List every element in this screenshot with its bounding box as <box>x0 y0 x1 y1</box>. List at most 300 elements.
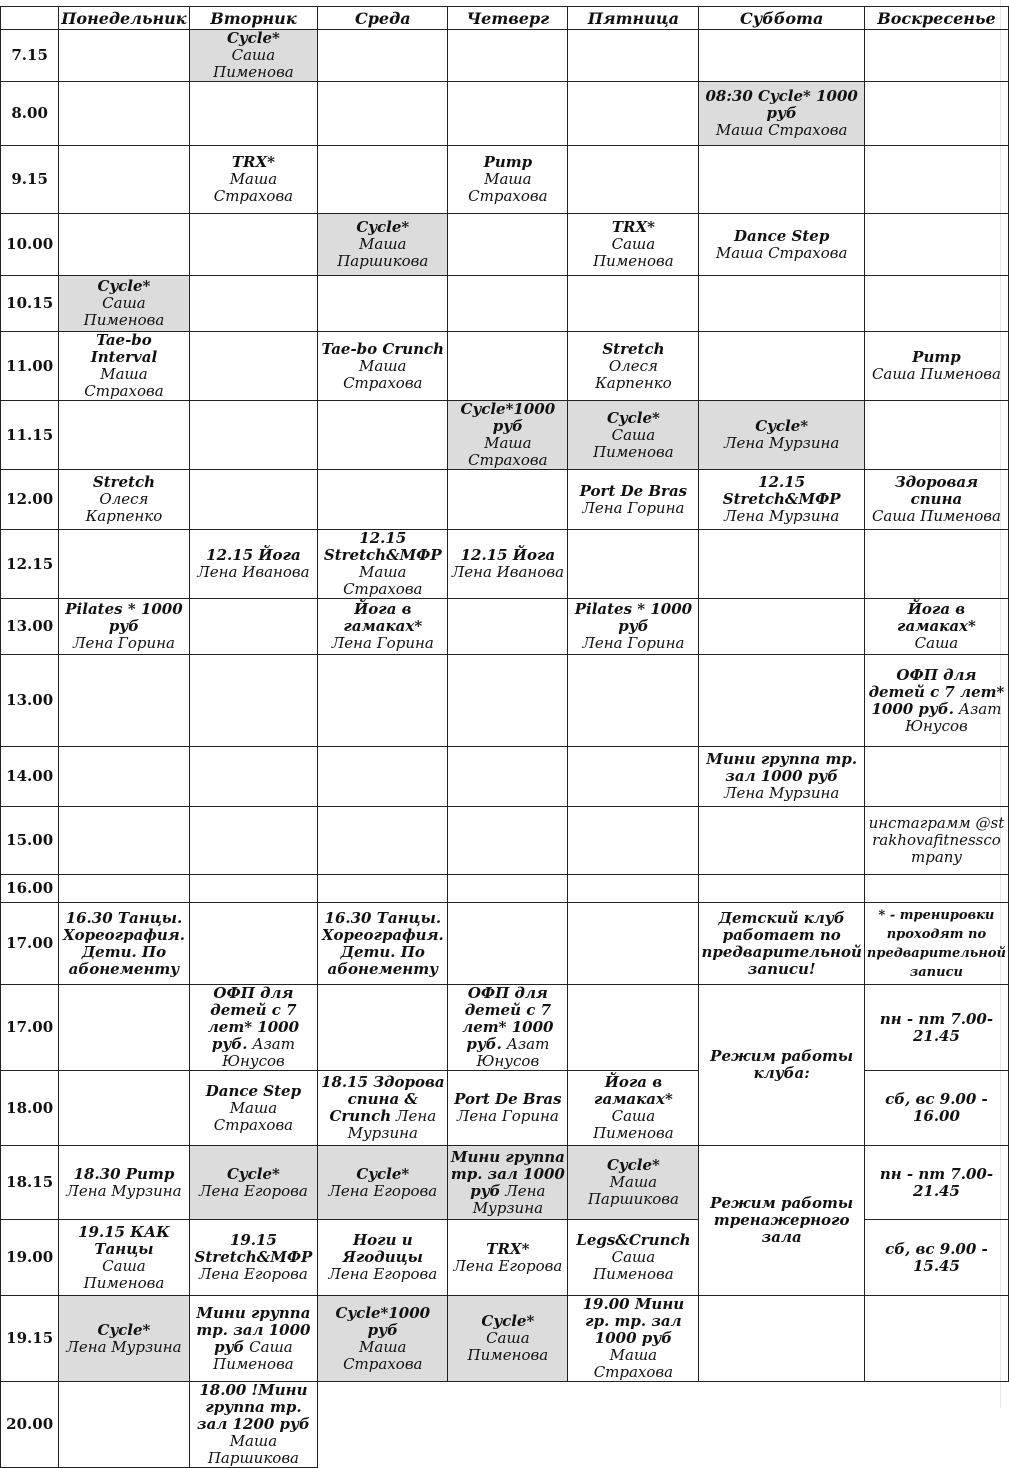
class-cell-mon <box>59 276 189 332</box>
class-cell-sun <box>864 1296 1008 1382</box>
class-title: Pump <box>912 348 961 366</box>
class-cell-mon <box>59 903 189 985</box>
table-row <box>1 401 1009 470</box>
class-cell-mon <box>59 146 189 214</box>
class-title: Йога в гамаках* <box>343 600 423 635</box>
class-title: Cycle* <box>97 277 151 295</box>
empty-cell <box>318 1382 448 1468</box>
class-cell-wed <box>318 903 448 985</box>
class-cell-tue <box>189 1296 318 1382</box>
class-cell-thu <box>448 1146 568 1220</box>
class-trainer: Лена Горина <box>331 634 434 652</box>
table-row <box>1 1296 1009 1382</box>
class-cell-thu <box>448 985 568 1071</box>
class-cell-thu <box>448 1071 568 1146</box>
class-cell-sun <box>864 1146 1008 1220</box>
class-trainer: Саша Пименова <box>871 507 1001 525</box>
class-trainer: Лена Егорова <box>328 1181 438 1200</box>
time-cell: 7.15 <box>1 30 59 82</box>
class-cell-fri <box>568 82 699 146</box>
class-cell-tue <box>189 747 318 807</box>
class-cell-wed <box>318 214 448 276</box>
class-trainer: Лена Мурзина <box>724 784 840 802</box>
class-trainer: Лена Иванова <box>197 563 310 581</box>
schedule-table <box>0 6 1009 1468</box>
class-cell-sat <box>699 655 864 747</box>
class-cell-fri <box>568 146 699 214</box>
class-title: 19.15 Stretch&МФР <box>194 1231 313 1266</box>
time-cell: 12.15 <box>1 530 59 599</box>
class-cell-sat <box>699 530 864 599</box>
hours-weekend: сб, вс 9.00 - 16.00 <box>885 1090 988 1125</box>
class-title: Cycle* <box>356 1164 410 1183</box>
class-title: 19.15 КАК Танцы <box>78 1222 170 1258</box>
header-friday: Пятница <box>568 7 699 30</box>
class-trainer: Лена Егорова <box>199 1265 308 1283</box>
class-title: TRX* <box>486 1239 530 1258</box>
class-title: TRX* <box>231 153 275 171</box>
class-title: Мини группа тр. зал 1000 руб <box>450 1147 565 1200</box>
time-cell: 19.00 <box>1 1220 59 1296</box>
class-cell-tue <box>189 401 318 470</box>
class-cell-tue <box>189 599 318 655</box>
class-cell-sun <box>864 530 1008 599</box>
class-cell-sun <box>864 599 1008 655</box>
class-cell-tue <box>189 807 318 875</box>
class-cell-wed <box>318 599 448 655</box>
class-cell-wed <box>318 1146 448 1220</box>
club-hours-cell <box>699 985 864 1146</box>
class-title: Здоровая спина <box>894 473 979 508</box>
header-sunday: Воскресенье <box>864 7 1008 30</box>
class-cell-sat <box>699 1296 864 1382</box>
class-trainer: Саша Пименова <box>593 1248 674 1283</box>
class-cell-tue <box>189 332 318 401</box>
class-trainer: Маша Страхова <box>468 434 548 469</box>
class-title: Cycle* <box>755 417 809 435</box>
class-title: Port De Bras <box>454 1090 562 1108</box>
class-cell-wed <box>318 807 448 875</box>
class-title: 18.15 Здорова спина & Crunch <box>321 1073 445 1125</box>
class-cell-tue <box>189 1220 318 1296</box>
time-cell: 18.15 <box>1 1146 59 1220</box>
table-row <box>1 599 1009 655</box>
class-cell-wed <box>318 1220 448 1296</box>
class-cell-wed <box>318 401 448 470</box>
class-cell-sat <box>699 146 864 214</box>
class-cell-wed <box>318 1071 448 1146</box>
class-cell-sun <box>864 875 1008 903</box>
class-cell-thu <box>448 807 568 875</box>
class-title: Pilates * 1000 руб <box>65 600 183 635</box>
time-cell: 16.00 <box>1 875 59 903</box>
class-cell-mon <box>59 1071 189 1146</box>
class-cell-fri <box>568 655 699 747</box>
table-row <box>1 30 1009 82</box>
class-cell-tue <box>189 655 318 747</box>
class-title: Cycle*1000 руб <box>460 400 556 435</box>
kids-club-note: Детский клуб работает по предварительной записи! <box>701 908 862 978</box>
gym-hours-weekend: сб, вс 9.00 - 15.45 <box>885 1239 988 1275</box>
empty-cell <box>448 1382 568 1468</box>
class-cell-fri <box>568 1296 699 1382</box>
class-title: TRX* <box>611 218 655 236</box>
class-title: 19.00 Мини гр. тр. зал 1000 руб <box>582 1295 685 1347</box>
table-row <box>1 875 1009 903</box>
time-cell: 9.15 <box>1 146 59 214</box>
class-cell-mon <box>59 807 189 875</box>
class-cell-mon <box>59 1296 189 1382</box>
class-cell-sun <box>864 214 1008 276</box>
class-title: Мини группа тр. зал 1000 руб <box>706 750 858 785</box>
class-trainer: Лена Егорова <box>328 1265 438 1283</box>
time-cell: 13.00 <box>1 599 59 655</box>
class-cell-sun <box>864 401 1008 470</box>
class-title: Legs&Crunch <box>576 1231 691 1249</box>
class-trainer: Лена Горина <box>72 634 175 652</box>
class-cell-wed <box>318 82 448 146</box>
class-trainer: Лена Мурзина <box>724 507 840 525</box>
class-cell-thu <box>448 401 568 470</box>
table-row <box>1 530 1009 599</box>
class-cell-sat <box>699 332 864 401</box>
class-cell-thu <box>448 214 568 276</box>
class-title: Cycle* <box>606 408 660 427</box>
class-trainer: Саша Пименова <box>83 294 165 329</box>
time-cell: 11.00 <box>1 332 59 401</box>
table-row <box>1 807 1009 875</box>
class-cell-sat <box>699 807 864 875</box>
class-cell-mon <box>59 530 189 599</box>
class-cell-fri <box>568 985 699 1071</box>
class-cell-fri <box>568 807 699 875</box>
class-trainer: Азат Юнусов <box>905 699 1002 735</box>
class-cell-mon <box>59 82 189 146</box>
class-cell-tue <box>189 1146 318 1220</box>
class-cell-tue <box>189 214 318 276</box>
class-title: Tae-bo Interval <box>90 331 158 366</box>
class-cell-sat <box>699 401 864 470</box>
class-cell-sat <box>699 875 864 903</box>
class-cell-wed <box>318 747 448 807</box>
class-cell-tue <box>189 30 318 82</box>
class-title: Dance Step <box>734 226 830 245</box>
class-cell-sat <box>699 214 864 276</box>
class-title: 16.30 Танцы. Хореография. Дети. По абонементу <box>321 908 444 978</box>
class-title: 12.15 Stretch&МФР <box>323 529 442 564</box>
class-cell-thu <box>448 82 568 146</box>
class-cell-sat <box>699 599 864 655</box>
table-row <box>1 1382 1009 1468</box>
class-cell-tue <box>189 146 318 214</box>
class-cell-sat <box>699 747 864 807</box>
class-trainer: Олеся Карпенко <box>595 356 672 392</box>
class-trainer: Саша Пименова <box>83 1256 165 1292</box>
class-trainer: Маша Страхова <box>343 1337 423 1373</box>
header-row <box>1 7 1009 30</box>
class-title: Stretch <box>602 339 665 358</box>
empty-cell <box>864 1382 1008 1468</box>
class-cell-tue <box>189 985 318 1071</box>
class-title: Cycle*1000 руб <box>335 1303 431 1339</box>
hours-weekdays: пн - пт 7.00-21.45 <box>879 1009 994 1045</box>
class-trainer: Маша Страхова <box>343 356 423 392</box>
class-trainer: Лена Мурзина <box>347 1107 437 1142</box>
class-trainer: Лена Иванова <box>451 563 565 581</box>
class-title: 12.15 Stretch&МФР <box>722 473 841 508</box>
class-cell-thu <box>448 655 568 747</box>
empty-cell <box>568 1382 699 1468</box>
class-title: Cycle* <box>606 1156 660 1174</box>
time-cell: 10.15 <box>1 276 59 332</box>
header-tuesday: Вторник <box>189 7 318 30</box>
class-cell-sun <box>864 747 1008 807</box>
class-title: Йога в гамаках* <box>594 1073 673 1108</box>
class-cell-thu <box>448 1220 568 1296</box>
time-cell: 14.00 <box>1 747 59 807</box>
class-trainer: Маша Страхова <box>213 1098 294 1134</box>
time-cell: 17.00 <box>1 903 59 985</box>
class-cell-fri <box>568 332 699 401</box>
class-cell-fri <box>568 599 699 655</box>
time-cell: 10.00 <box>1 214 59 276</box>
class-cell-wed <box>318 332 448 401</box>
class-trainer: Саша Пименова <box>593 425 674 461</box>
class-cell-mon <box>59 214 189 276</box>
class-cell-thu <box>448 30 568 82</box>
class-trainer: Лена Горина <box>456 1107 559 1125</box>
class-cell-mon <box>59 747 189 807</box>
class-cell-sat <box>699 276 864 332</box>
class-cell-thu <box>448 1296 568 1382</box>
class-cell-mon <box>59 1146 189 1220</box>
class-cell-sun <box>864 1071 1008 1146</box>
class-cell-thu <box>448 599 568 655</box>
class-cell-sun <box>864 903 1008 985</box>
class-cell-sun <box>864 332 1008 401</box>
class-title: ОФП для детей с 7 лет* 1000 руб. <box>462 984 554 1053</box>
class-trainer: Саша Пименова <box>467 1329 549 1364</box>
class-trainer: Саша Пименова <box>213 1337 294 1373</box>
class-title: ОФП для детей с 7 лет* 1000 руб. <box>868 665 1005 718</box>
class-trainer: Лена Мурзина <box>724 434 840 452</box>
class-cell-tue <box>189 470 318 530</box>
class-title: Pilates * 1000 руб <box>574 600 693 635</box>
class-cell-thu <box>448 332 568 401</box>
class-title: Pump <box>483 153 533 171</box>
class-cell-mon <box>59 30 189 82</box>
class-trainer: Лена Егорова <box>199 1181 308 1200</box>
class-cell-wed <box>318 276 448 332</box>
class-cell-sun <box>864 807 1008 875</box>
class-cell-sat <box>699 82 864 146</box>
class-cell-tue <box>189 1071 318 1146</box>
class-cell-sat <box>699 903 864 985</box>
time-cell: 15.00 <box>1 807 59 875</box>
class-cell-sun <box>864 276 1008 332</box>
class-trainer: Азат Юнусов <box>476 1035 550 1070</box>
class-cell-thu <box>448 530 568 599</box>
class-cell-wed <box>318 985 448 1071</box>
header-thursday: Четверг <box>448 7 568 30</box>
class-trainer: Маша Страхова <box>84 365 164 400</box>
class-trainer: Саша Пименова <box>593 1107 674 1142</box>
class-cell-fri <box>568 401 699 470</box>
class-cell-tue <box>189 1382 318 1468</box>
table-row <box>1 747 1009 807</box>
class-cell-tue <box>189 82 318 146</box>
class-title: Cycle* <box>97 1320 151 1339</box>
class-trainer: Маша Паршикова <box>207 1432 300 1467</box>
class-title: Cycle* <box>226 29 280 47</box>
class-cell-sun <box>864 1220 1008 1296</box>
class-cell-mon <box>59 985 189 1071</box>
class-title: Cycle* <box>481 1312 535 1330</box>
class-cell-mon <box>59 875 189 903</box>
class-trainer: Маша Паршикова <box>587 1173 679 1208</box>
class-trainer: Маша Страхова <box>593 1346 674 1381</box>
class-trainer: Саша Пименова <box>593 235 674 270</box>
class-title: 18.30 Pump <box>73 1164 175 1183</box>
table-row <box>1 470 1009 530</box>
class-trainer: Лена Мурзина <box>472 1181 546 1217</box>
class-cell-mon <box>59 401 189 470</box>
class-cell-wed <box>318 470 448 530</box>
class-title: Cycle* <box>356 218 410 236</box>
class-cell-fri <box>568 530 699 599</box>
class-cell-mon <box>59 470 189 530</box>
class-title: 12.15 Йога <box>206 546 301 564</box>
class-cell-wed <box>318 875 448 903</box>
class-cell-fri <box>568 1146 699 1220</box>
class-cell-fri <box>568 903 699 985</box>
time-cell: 12.00 <box>1 470 59 530</box>
class-cell-fri <box>568 875 699 903</box>
class-cell-wed <box>318 655 448 747</box>
empty-cell <box>699 1382 864 1468</box>
class-title: Stretch <box>92 473 156 491</box>
class-trainer: Саша <box>914 634 959 652</box>
class-trainer: Лена Мурзина <box>66 1337 182 1356</box>
club-hours-label: Режим работы клуба: <box>710 1047 854 1082</box>
class-trainer: Маша Паршикова <box>337 235 429 270</box>
time-cell: 18.00 <box>1 1071 59 1146</box>
class-title: ОФП для детей с 7 лет* 1000 руб. <box>207 984 300 1053</box>
header-saturday: Суббота <box>699 7 864 30</box>
class-cell-sun <box>864 146 1008 214</box>
class-title: Мини группа тр. зал 1000 руб <box>196 1303 311 1356</box>
class-cell-wed <box>318 30 448 82</box>
class-cell-wed <box>318 1296 448 1382</box>
class-trainer: Саша Пименова <box>213 46 294 81</box>
time-cell: 20.00 <box>1 1382 59 1468</box>
gym-hours-cell <box>699 1146 864 1296</box>
class-trainer: Лена Горина <box>582 498 685 517</box>
time-cell: 11.15 <box>1 401 59 470</box>
class-cell-tue <box>189 276 318 332</box>
class-cell-tue <box>189 530 318 599</box>
class-cell-sat <box>699 30 864 82</box>
table-row <box>1 1146 1009 1220</box>
class-cell-mon <box>59 1382 189 1468</box>
class-cell-thu <box>448 747 568 807</box>
class-cell-thu <box>448 276 568 332</box>
time-cell: 17.00 <box>1 985 59 1071</box>
gym-hours-weekdays: пн - пт 7.00-21.45 <box>879 1164 994 1200</box>
class-cell-sat <box>699 470 864 530</box>
class-title: 16.30 Танцы. Хореография. Дети. По абонементу <box>63 908 185 978</box>
time-cell: 8.00 <box>1 82 59 146</box>
class-trainer: Лена Егорова <box>453 1256 563 1275</box>
table-row <box>1 82 1009 146</box>
class-cell-tue <box>189 903 318 985</box>
instagram-link-text: инстаграмм @strakhovafitnesscompany <box>868 814 1005 866</box>
class-cell-fri <box>568 214 699 276</box>
table-row <box>1 332 1009 401</box>
class-title: 18.00 !Мини группа тр. зал 1200 руб <box>197 1381 310 1433</box>
gym-hours-label: Режим работы тренажерного зала <box>710 1194 854 1246</box>
time-cell: 19.15 <box>1 1296 59 1382</box>
header-corner <box>1 7 59 30</box>
class-cell-tue <box>189 875 318 903</box>
class-trainer: Маша Страхова <box>213 170 294 205</box>
class-trainer: Саша Пименова <box>871 365 1001 383</box>
class-cell-fri <box>568 470 699 530</box>
class-cell-mon <box>59 332 189 401</box>
class-trainer: Лена Горина <box>582 634 685 652</box>
class-title: Dance Step <box>205 1081 302 1100</box>
class-trainer: Лена Мурзина <box>66 1181 182 1200</box>
class-trainer: Азат Юнусов <box>222 1035 295 1070</box>
class-title: Ноги и Ягодицы <box>342 1231 423 1266</box>
header-monday: Понедельник <box>59 7 189 30</box>
class-cell-sun <box>864 470 1008 530</box>
class-cell-fri <box>568 30 699 82</box>
table-row <box>1 903 1009 985</box>
class-cell-thu <box>448 146 568 214</box>
table-row <box>1 214 1009 276</box>
class-trainer: Маша Страхова <box>715 121 848 139</box>
class-cell-fri <box>568 1071 699 1146</box>
table-row <box>1 146 1009 214</box>
class-cell-mon <box>59 655 189 747</box>
header-wednesday: Среда <box>318 7 448 30</box>
time-cell: 13.00 <box>1 655 59 747</box>
class-title: Йога в гамаках* <box>897 600 976 635</box>
class-cell-mon <box>59 599 189 655</box>
class-cell-thu <box>448 875 568 903</box>
class-title: Cycle* <box>226 1164 280 1183</box>
class-cell-sun <box>864 655 1008 747</box>
class-cell-sun <box>864 30 1008 82</box>
table-row <box>1 655 1009 747</box>
class-trainer: Олеся Карпенко <box>85 490 163 525</box>
class-cell-wed <box>318 146 448 214</box>
class-cell-fri <box>568 1220 699 1296</box>
class-cell-sun <box>864 985 1008 1071</box>
class-title: Port De Bras <box>579 481 688 500</box>
class-title: Tae-bo Crunch <box>321 339 445 358</box>
table-row <box>1 276 1009 332</box>
booking-note: * - тренировки проходят по предварительной записи <box>866 907 1006 980</box>
class-trainer: Маша Страхова <box>343 563 423 598</box>
class-title: 08:30 Cycle* 1000 руб <box>705 87 858 122</box>
table-row <box>1 985 1009 1071</box>
class-cell-fri <box>568 276 699 332</box>
class-trainer: Маша Страхова <box>715 243 848 262</box>
class-trainer: Маша Страхова <box>468 170 548 205</box>
class-cell-sun <box>864 82 1008 146</box>
